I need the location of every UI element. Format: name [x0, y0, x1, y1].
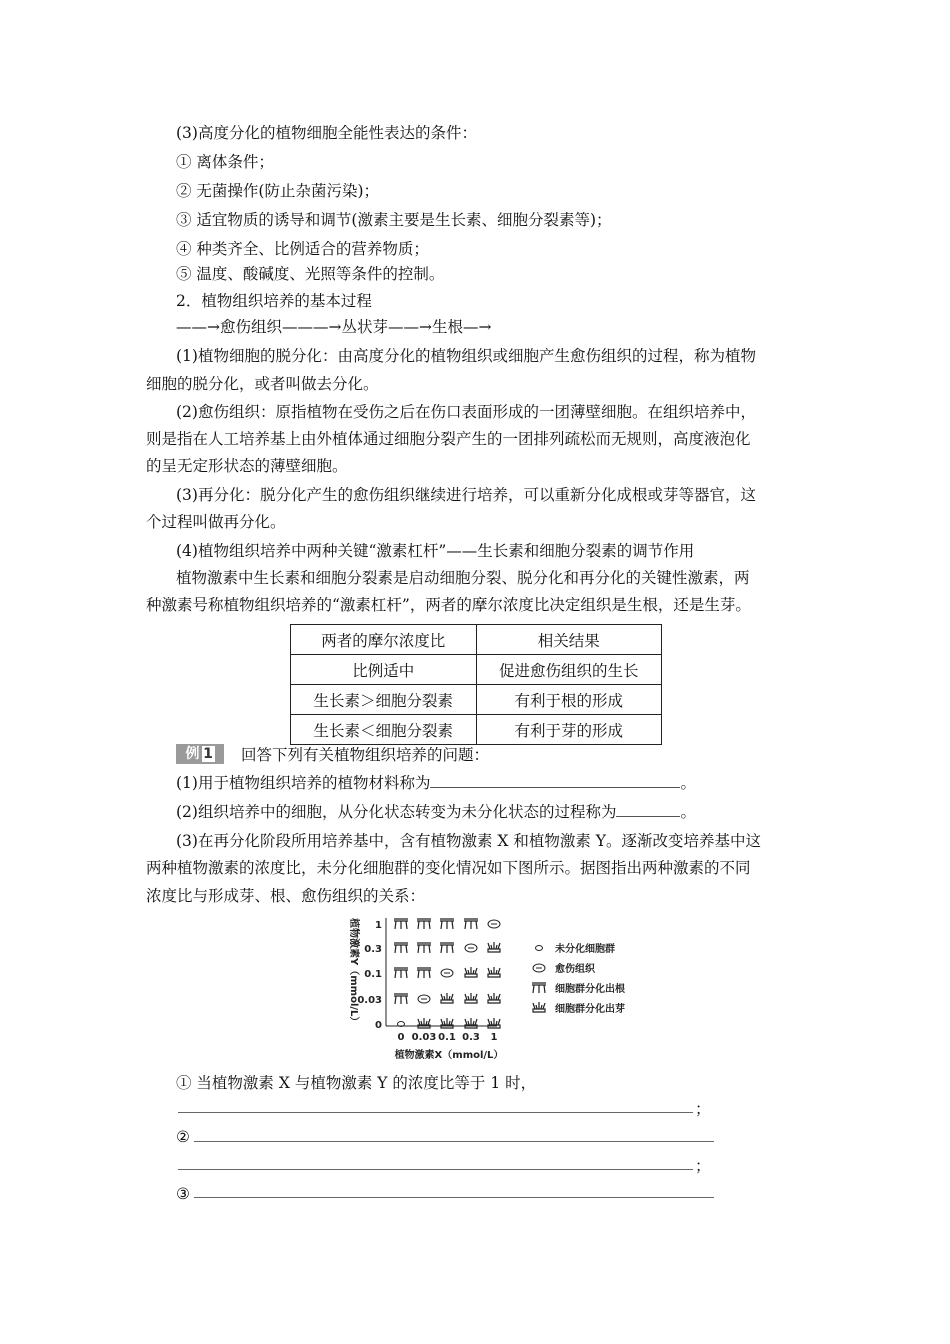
body-line: 的呈无定形状态的薄壁细胞。 [146, 457, 348, 475]
example-intro: 回答下列有关植物组织培养的问题： [241, 746, 490, 764]
hormone-ratio-figure [345, 914, 675, 1064]
bud-symbol [465, 967, 477, 977]
x-tick-label: 0 [397, 1032, 405, 1043]
table-header-row [291, 625, 662, 655]
table-header-cell: 相关结果 [476, 625, 662, 655]
process-flow: ——→愈伤组织———→丛状芽——→生根—→ [176, 318, 492, 336]
table-cell: 有利于根的形成 [476, 685, 662, 715]
sub-question-2-marker: ② [176, 1128, 190, 1146]
x-tick-label: 0.3 [462, 1032, 480, 1043]
body-line: ③ 适宜物质的诱导和调节(激素主要是生长素、细胞分裂素等)； [176, 211, 612, 229]
body-line: 则是指在人工培养基上由外植体通过细胞分裂产生的一团排列疏松而无规则，高度液泡化 [146, 430, 751, 448]
body-line: (4)植物组织培养中两种关键“激素杠杆”——生长素和细胞分裂素的调节作用 [176, 542, 695, 560]
section-heading: 2．植物组织培养的基本过程 [176, 292, 372, 310]
root-symbol [394, 943, 408, 953]
answer-blank[interactable] [616, 802, 680, 817]
table-cell: 促进愈伤组织的生长 [476, 655, 662, 685]
body-line: ① 离体条件； [176, 153, 274, 171]
body-line: 细胞的脱分化，或者叫做去分化。 [146, 375, 379, 393]
answer-blank[interactable] [430, 773, 680, 788]
callus-symbol [488, 920, 500, 928]
body-line: (3)再分化：脱分化产生的愈伤组织继续进行培养，可以重新分化成根或芽等器官，这 [176, 486, 756, 504]
question-1 [176, 772, 696, 794]
body-line: 个过程叫做再分化。 [146, 513, 286, 531]
body-line: (3)高度分化的植物细胞全能性表达的条件： [176, 124, 477, 142]
table-cell: 比例适中 [291, 655, 477, 685]
legend-label: 愈伤组织 [555, 964, 595, 975]
question-1-text: (1)用于植物组织培养的植物材料称为 [176, 774, 431, 792]
body-line: (1)植物细胞的脱分化：由高度分化的植物组织或细胞产生愈伤组织的过程，称为植物 [176, 347, 756, 365]
root-symbol [417, 968, 431, 978]
root-symbol [394, 968, 408, 978]
answer-line[interactable] [194, 1197, 714, 1198]
y-tick-label: 0.03 [357, 995, 382, 1006]
body-line: 种激素号称植物组织培养的“激素杠杆”，两者的摩尔浓度比决定组织是生根，还是生芽。 [146, 596, 751, 614]
body-line: (2)愈伤组织：原指植物在受伤之后在伤口表面形成的一团薄壁细胞。在组织培养中， [176, 403, 756, 421]
callus-symbol [441, 969, 453, 977]
y-axis-label: 植物激素Y（mmol/L） [348, 918, 359, 1027]
bud-symbol [488, 993, 500, 1003]
question-3-line: 浓度比与形成芽、根、愈伤组织的关系： [146, 887, 426, 905]
callus-symbol [465, 944, 477, 952]
body-line: 植物激素中生长素和细胞分裂素是启动细胞分裂、脱分化和再分化的关键性激素，两 [176, 569, 750, 587]
question-3-line: (3)在再分化阶段所用培养基中，含有植物激素 X 和植物激素 Y。逐渐改变培养基中这 [176, 832, 762, 850]
x-axis-label: 植物激素X（mmol/L） [394, 1050, 504, 1061]
y-tick-label: 0 [375, 1020, 382, 1031]
bud-symbol [488, 967, 500, 977]
bud-symbol [465, 993, 477, 1003]
y-tick-label: 0.1 [364, 969, 382, 980]
table-row [291, 685, 662, 715]
table-cell: 生长素＞细胞分裂素 [291, 685, 477, 715]
legend-label: 细胞群分化出根 [555, 984, 625, 995]
sub-question-3-marker: ③ [176, 1185, 190, 1203]
hormone-ratio-table [290, 624, 662, 745]
table-cell: 生长素＜细胞分裂素 [291, 715, 477, 745]
x-tick-label: 1 [490, 1032, 498, 1043]
answer-line[interactable] [178, 1112, 693, 1113]
callus-legend-icon [533, 964, 545, 972]
body-line: ④ 种类齐全、比例适合的营养物质； [176, 240, 429, 258]
y-tick-label: 0.3 [364, 944, 382, 955]
root-symbol [417, 919, 431, 929]
question-2 [176, 801, 696, 823]
example-tag-label: 例 [185, 746, 200, 762]
table-row [291, 655, 662, 685]
semicolon: ； [695, 1100, 711, 1118]
x-tick-label: 0.1 [438, 1032, 456, 1043]
bud-legend-icon [533, 1002, 545, 1012]
body-line: ② 无菌操作(防止杂菌污染)； [176, 182, 380, 200]
root-symbol [394, 994, 408, 1004]
legend-label: 细胞群分化出芽 [555, 1004, 625, 1015]
root-symbol [440, 943, 454, 953]
undiff-legend-icon [536, 946, 543, 951]
table-row [291, 715, 662, 745]
root-symbol [464, 919, 478, 929]
x-tick-label: 0.03 [411, 1032, 437, 1043]
example-tag [176, 744, 224, 764]
legend-label: 未分化细胞群 [555, 944, 615, 955]
table-header-cell: 两者的摩尔浓度比 [291, 625, 477, 655]
answer-line[interactable] [178, 1169, 693, 1170]
semicolon: ； [695, 1157, 711, 1175]
question-1-end: 。 [680, 774, 696, 792]
question-3-line: 两种植物激素的浓度比，未分化细胞群的变化情况如下图所示。据图指出两种激素的不同 [146, 859, 751, 877]
question-2-text: (2)组织培养中的细胞，从分化状态转变为未分化状态的过程称为 [176, 803, 617, 821]
sub-question-1: ① 当植物激素 X 与植物激素 Y 的浓度比等于 1 时， [176, 1074, 537, 1092]
root-legend-icon [532, 983, 546, 993]
answer-line[interactable] [194, 1141, 714, 1142]
callus-symbol [418, 995, 430, 1003]
root-symbol [417, 943, 431, 953]
bud-symbol [488, 942, 500, 952]
table-cell: 有利于芽的形成 [476, 715, 662, 745]
root-symbol [394, 919, 408, 929]
question-2-end: 。 [680, 803, 696, 821]
body-line: ⑤ 温度、酸碱度、光照等条件的控制。 [176, 265, 445, 283]
bud-symbol [441, 993, 453, 1003]
example-number: 1 [203, 746, 213, 762]
y-tick-label: 1 [375, 920, 382, 931]
root-symbol [440, 919, 454, 929]
